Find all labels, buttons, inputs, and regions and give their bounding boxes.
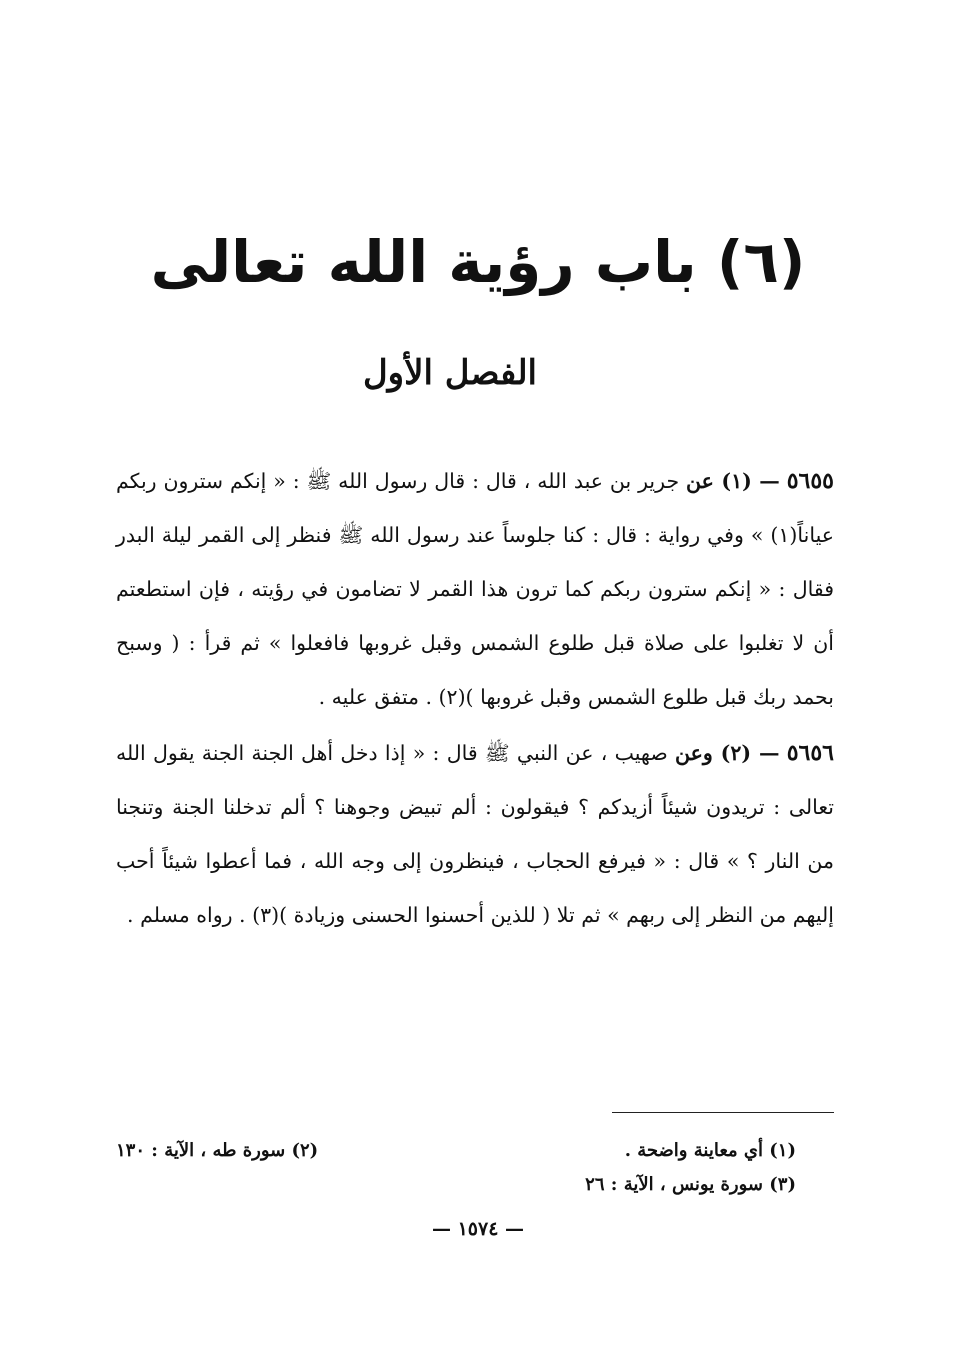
footnotes [116, 1134, 796, 1202]
footnote-1: (١) أي معاينة واضحة . [624, 1140, 796, 1161]
section-title: الفصل الأول [362, 353, 538, 393]
hadith-number: ٥٦٥٥ [786, 468, 834, 494]
footnote-2: (٢) سورة طه ، الآية : ١٣٠ [116, 1140, 319, 1161]
footnote-row [116, 1168, 796, 1202]
hadith-label: — (١) عن [686, 469, 780, 493]
footnote-row [116, 1134, 796, 1168]
hadith-label: — (٢) وعن [675, 741, 780, 765]
hadith-number: ٥٦٥٦ [786, 740, 834, 766]
hadith-5655 [116, 454, 834, 724]
hadith-body [116, 454, 834, 942]
chapter-title: (٦) باب رؤية الله تعالى [150, 228, 806, 296]
hadith-text: صهيب ، عن النبي ﷺ قال : « إذا دخل أهل الجنة الجنة يقول الله تعالى : تريدون شيئاً أزيدكم ؟ فيقولون : ألم تبيض وجوهنا ؟ ألم تدخلنا الجنة وتنجنا من النار ؟ » قال : « فيرفع الحجاب ، فينظرون إلى وجه الله ، فما أعطوا شيئاً أحب إليهم من النظر إلى ربهم » ثم تلا ( للذين أحسنوا الحسنى وزيادة )(٣) . رواه مسلم . [116, 741, 834, 927]
hadith-5656 [116, 726, 834, 942]
footnote-divider [612, 1112, 834, 1113]
footnote-3: (٣) سورة يونس ، الآية : ٢٦ [585, 1174, 796, 1195]
page-number: — ١٥٧٤ — [431, 1218, 525, 1240]
hadith-text: جرير بن عبد الله ، قال : قال رسول الله ﷺ : « إنكم سترون ربكم عياناً(١) » وفي رواية : قال : كنا جلوساً عند رسول الله ﷺ فنظر إلى القمر ليلة البدر فقال : « إنكم سترون ربكم كما ترون هذا القمر لا تضامون في رؤيته ، فإن استطعتم أن لا تغلبوا على صلاة قبل طلوع الشمس وقبل غروبها فافعلوا » ثم قرأ : ( وسبح بحمد ربك قبل طلوع الشمس وقبل غروبها )(٢) . متفق عليه . [116, 469, 834, 709]
